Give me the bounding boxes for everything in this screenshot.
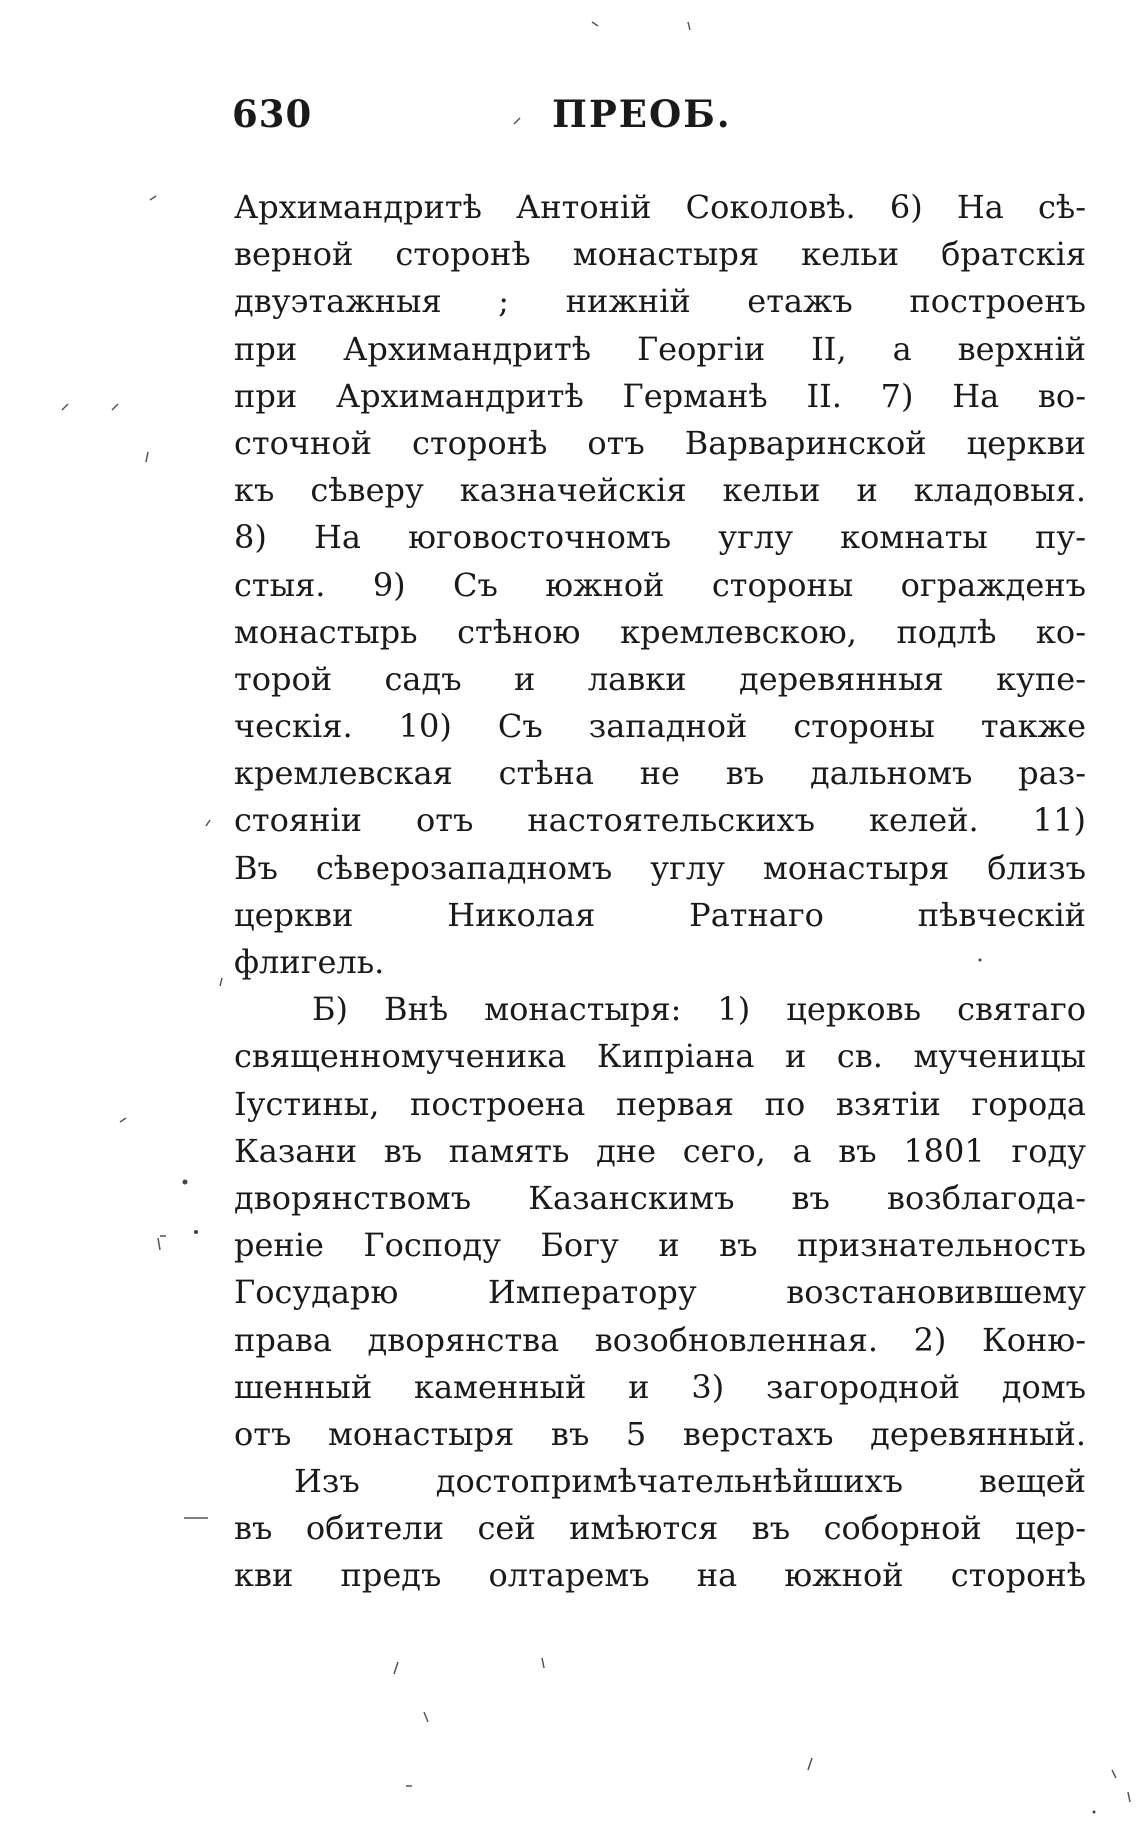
scan-speck xyxy=(1093,1811,1096,1814)
text-line: верной сторонѣ монастыря кельи братскія xyxy=(234,235,1086,274)
text-line: священномученика Кипріана и св. мученицы xyxy=(234,1037,1086,1076)
scan-speck xyxy=(424,1712,428,1722)
scan-speck xyxy=(183,1180,188,1185)
text-line: отъ монастыря въ 5 верстахъ деревянный. xyxy=(234,1414,1086,1453)
text-line: права дворянства возобновленная. 2) Коню- xyxy=(234,1320,1086,1359)
text-line: стыя. 9) Съ южной стороны огражденъ xyxy=(234,565,1086,604)
scan-speck xyxy=(194,1230,198,1234)
scan-speck xyxy=(150,196,156,200)
text-line: въ обители сей имѣются въ соборной цер- xyxy=(234,1509,1086,1548)
text-line: Государю Императору возстановившему xyxy=(234,1273,1086,1312)
scan-speck xyxy=(112,404,118,410)
text-line: при Архимандритѣ Германѣ II. 7) На во- xyxy=(234,376,1086,415)
scan-speck xyxy=(688,22,690,30)
scan-speck xyxy=(120,1118,126,1122)
text-line: при Архимандритѣ Георгіи II, а верхній xyxy=(234,329,1086,368)
running-title: ПРЕОБ. xyxy=(552,92,732,136)
text-line: дворянствомъ Казанскимъ въ возблагода- xyxy=(234,1178,1086,1217)
scan-speck xyxy=(592,22,598,26)
text-line: къ сѣверу казначейскія кельи и кладовыя. xyxy=(234,471,1086,510)
scan-speck xyxy=(62,404,68,410)
text-line: Іустины, построена первая по взятіи города xyxy=(234,1084,1086,1123)
text-line: торой садъ и лавки деревянныя купе- xyxy=(234,659,1086,698)
text-line: монастырь стѣною кремлевскою, подлѣ ко- xyxy=(234,612,1086,651)
scan-speck xyxy=(1128,1792,1130,1802)
scan-speck xyxy=(1112,1770,1116,1778)
text-line: флигель. xyxy=(234,943,385,981)
text-line: стояніи отъ настоятельскихъ келей. 11) xyxy=(234,801,1086,840)
text-line: шенный каменный и 3) загородной домъ xyxy=(234,1367,1086,1406)
text-line: реніе Господу Богу и въ признательность xyxy=(234,1226,1086,1265)
text-line: Б) Внѣ монастыря: 1) церковь святаго xyxy=(312,990,1086,1029)
running-head xyxy=(232,92,752,142)
page-number: 630 xyxy=(232,92,313,136)
text-line: Въ сѣверозападномъ углу монастыря близъ xyxy=(234,848,1086,887)
body-text xyxy=(234,184,1086,1600)
text-line: двуэтажныя ; нижній етажъ построенъ xyxy=(234,282,1086,321)
text-line: кви предъ олтаремъ на южной сторонѣ xyxy=(234,1556,1086,1595)
scan-speck xyxy=(542,1658,544,1668)
text-line: церкви Николая Ратнаго пѣвческій xyxy=(234,895,1086,934)
text-line: кремлевская стѣна не въ дальномъ раз- xyxy=(234,754,1086,793)
scan-speck xyxy=(220,978,222,986)
text-line: Казани въ память дне сего, а въ 1801 году xyxy=(234,1131,1086,1170)
text-line: ческія. 10) Съ западной стороны также xyxy=(234,707,1086,746)
text-line: сточной сторонѣ отъ Варваринской церкви xyxy=(234,423,1086,462)
text-line: 8) На юговосточномъ углу комнаты пу- xyxy=(234,518,1086,557)
scan-speck xyxy=(158,1238,160,1250)
text-line: Изъ достопримѣчательнѣйшихъ вещей xyxy=(294,1462,1086,1501)
scan-speck xyxy=(206,820,210,826)
text-line: Архимандритѣ Антоній Соколовѣ. 6) На сѣ- xyxy=(234,188,1086,226)
scan-speck xyxy=(146,452,148,462)
scan-speck xyxy=(808,1758,812,1770)
scan-speck xyxy=(394,1662,398,1674)
